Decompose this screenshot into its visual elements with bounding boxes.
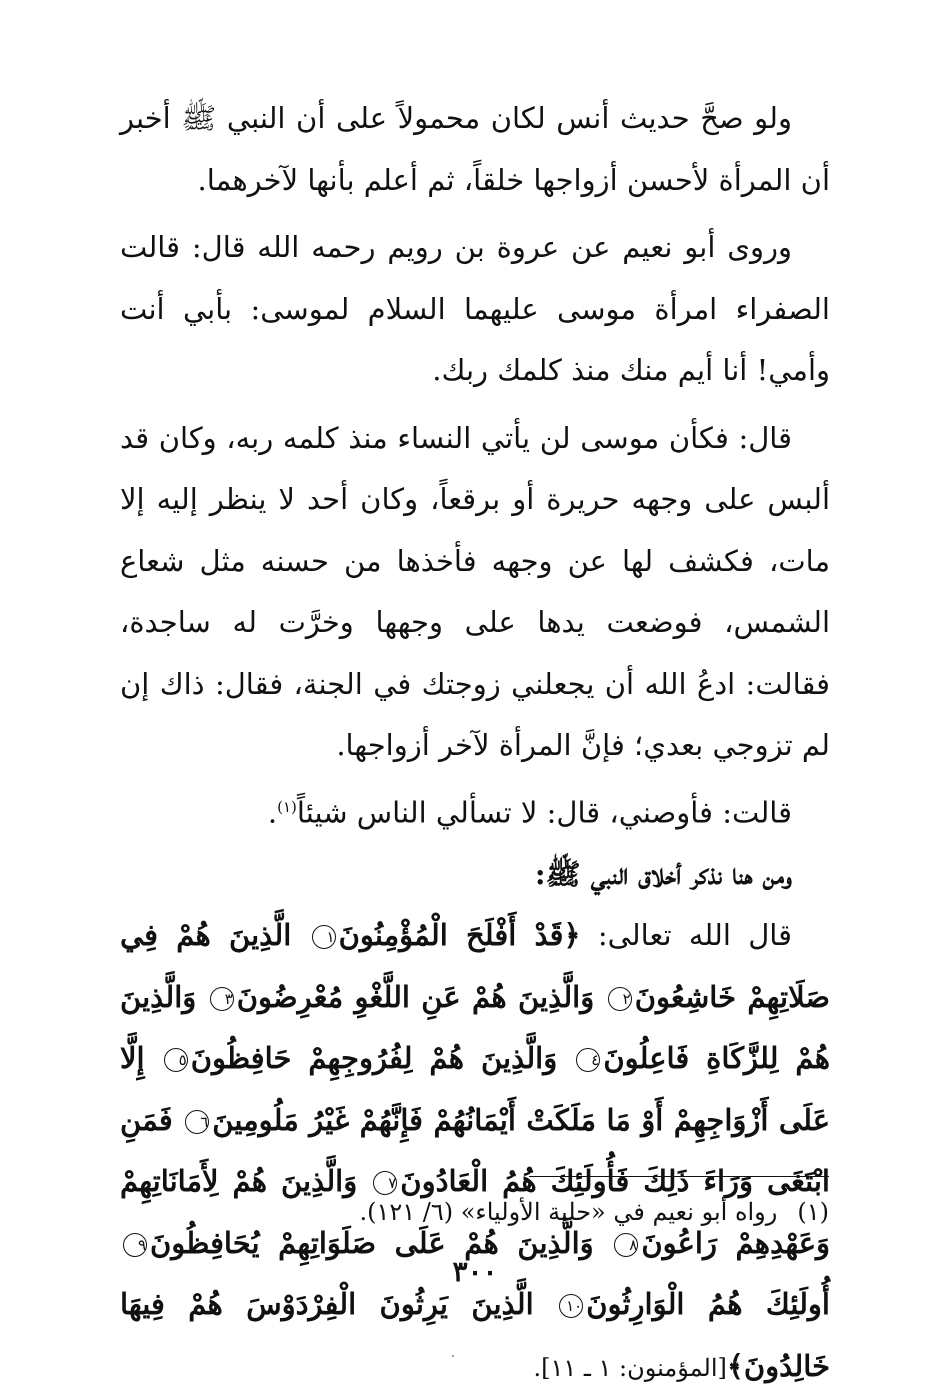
paragraph-3: قال: فكأن موسى لن يأتي النساء منذ كلمه ربه، وكان قد ألبس على وجهه حريرة أو برقعاً، وكان أحد لا ينظر إليه إلا مات، فكشف لها عن وجهه فأخذها من حسنه مثل شعاع الشمس، فوضعت يدها على وجهها وخرَّت له ساجدة، فقالت: ادعُ الله أن يجعلني زوجتك في الجنة، فقال: ذاك إن لم تزوجي بعدي؛ فإنَّ المرأة لآخر أزواجها. [120, 420, 830, 762]
verse-text: الَّذِينَ هُمْ فِي صَلَاتِهِمْ خَاشِعُونَ [120, 918, 831, 1014]
verse-text: إِلَّا عَلَى أَزْوَاجِهِمْ أَوْ مَا مَلَكَتْ أَيْمَانُهُمْ فَإِنَّهُمْ غَيْرُ مَلُومِينَ [120, 1041, 831, 1137]
page-body [120, 88, 831, 1383]
section-heading: ومن هنا نذكر أخلاق النبي ﷺ: [534, 856, 792, 891]
ayah-number-marker: ٩ [123, 1233, 147, 1257]
paragraph-2: وروى أبو نعيم عن عروة بن رويم رحمه الله قال: قالت الصفراء امرأة موسى عليهما السلام لموسى: بأبي أنت وأمي! أنا أيم منك منذ كلمك ربك. [120, 230, 830, 387]
quote-end: . [267, 795, 278, 830]
ayah-number-marker: ٨ [614, 1233, 638, 1257]
footnote-reference: (١) [277, 797, 297, 816]
quran-intro: قال الله تعالى: [597, 918, 792, 953]
verse-text: وَالَّذِينَ هُمْ عَلَى صَلَوَاتِهِمْ يُحَافِظُونَ [150, 1225, 594, 1260]
quote-text: قالت: فأوصني، قال: لا تسألي الناس شيئاً [296, 795, 792, 830]
ayah-number-marker: ١٠ [559, 1294, 583, 1318]
verse-text: وَالَّذِينَ هُمْ لِلزَّكَاةِ فَاعِلُونَ [120, 979, 831, 1076]
paragraph-1: ولو صحَّ حديث أنس لكان محمولاً على أن النبي ﷺ أخبر أن المرأة لأحسن أزواجها خلقاً، ثم أعلم بأنها لآخرهما. [120, 101, 830, 197]
ayah-number-marker: ٤ [576, 1048, 600, 1072]
verse-text: وَالَّذِينَ هُمْ عَنِ اللَّغْوِ مُعْرِضُونَ [236, 979, 595, 1014]
ayah-number-marker: ٧ [373, 1171, 397, 1195]
page-number: ٣٠٠ [452, 1255, 498, 1288]
ayah-number-marker: ٥ [164, 1048, 188, 1072]
ayah-number-marker: ٣ [210, 987, 234, 1011]
ayah-number-marker: ٦ [185, 1110, 209, 1134]
footnote-number: (١) [797, 1198, 829, 1226]
footnote-text: رواه أبو نعيم في «حلية الأولياء» (٦/ ١٢١). [359, 1198, 778, 1226]
quran-citation: [المؤمنون: ١ ـ ١١]. [533, 1353, 727, 1382]
ayah-number-marker: ٢ [608, 987, 632, 1011]
verse-text: وَالَّذِينَ هُمْ لِأَمَانَاتِهِمْ وَعَهْدِهِمْ رَاعُونَ [120, 1164, 831, 1260]
verse-text: الَّذِينَ يَرِثُونَ الْفِرْدَوْسَ هُمْ فِيهَا خَالِدُونَ [120, 1287, 830, 1383]
quote-line [120, 777, 830, 844]
verse-text: أُولَئِكَ هُمُ الْوَارِثُونَ [586, 1287, 830, 1322]
footnote [120, 1192, 829, 1232]
footnote-divider [529, 1176, 829, 1177]
verse-text: فَمَنِ ابْتَغَى وَرَاءَ ذَلِكَ فَأُولَئِكَ هُمُ الْعَادُونَ [120, 1102, 830, 1199]
ayah-number-marker: ١ [312, 925, 336, 949]
print-speck [452, 1355, 454, 1357]
quran-passage [120, 905, 830, 1399]
quran-close-bracket: ﴾ [726, 1348, 744, 1383]
quran-open-bracket: ﴿ [563, 918, 581, 953]
verse-text: وَالَّذِينَ هُمْ لِفُرُوجِهِمْ حَافِظُونَ [190, 1041, 558, 1076]
verse-text: قَدْ أَفْلَحَ الْمُؤْمِنُونَ [338, 918, 564, 953]
